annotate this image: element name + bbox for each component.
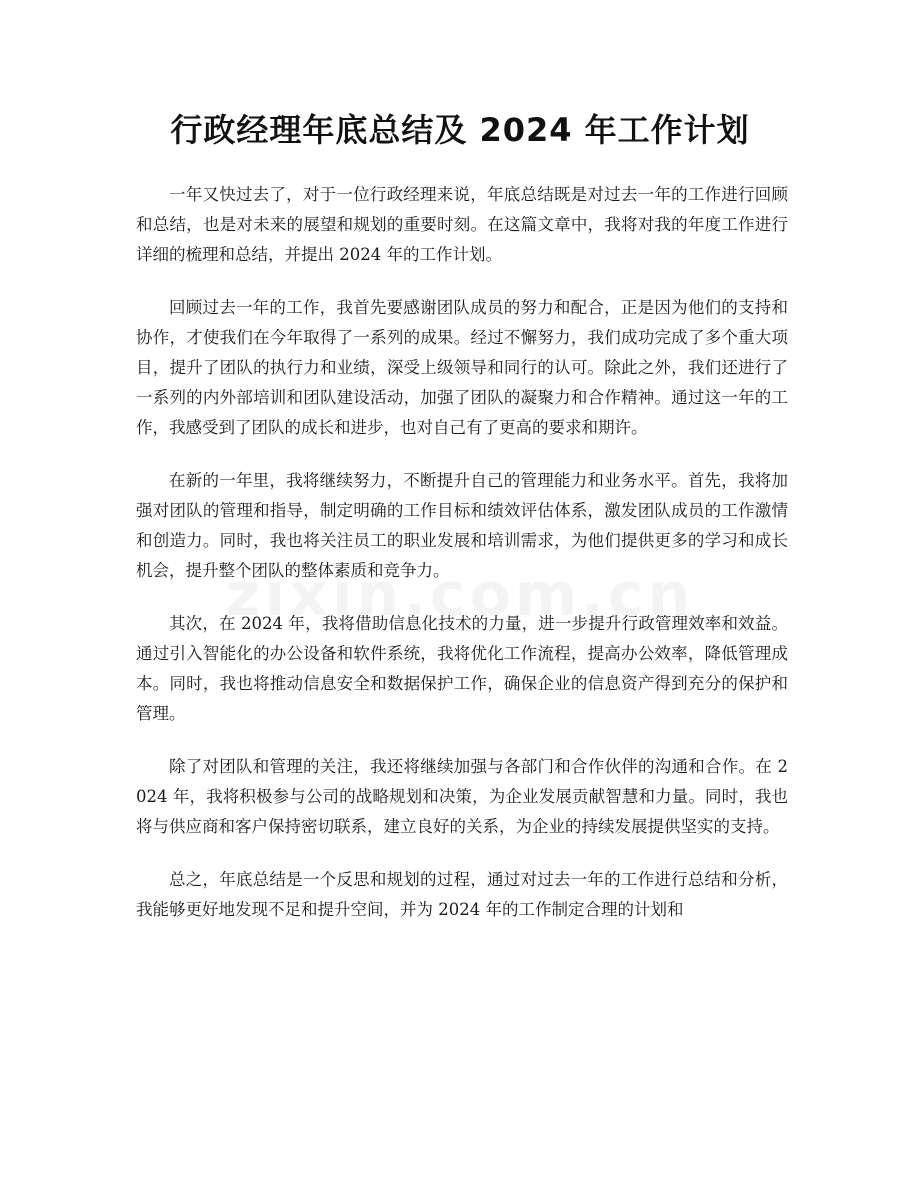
paragraph-intro: 一年又快过去了，对于一位行政经理来说，年底总结既是对过去一年的工作进行回顾和总结，也是对未来的展望和规划的重要时刻。在这篇文章中，我将对我的年度工作进行详细的梳理和总结，并提出 2024 年的工作计划。 bbox=[136, 185, 788, 264]
paragraph-new-year-plan: 在新的一年里，我将继续努力，不断提升自己的管理能力和业务水平。首先，我将加强对团队的管理和指导，制定明确的工作目标和绩效评估体系，激发团队成员的工作激情和创造力。同时，我也将关注员工的职业发展和培训需求，为他们提供更多的学习和成长机会，提升整个团队的整体素质和竞争力。 bbox=[136, 471, 788, 580]
paragraph-review: 回顾过去一年的工作，我首先要感谢团队成员的努力和配合，正是因为他们的支持和协作，才使我们在今年取得了一系列的成果。经过不懈努力，我们成功完成了多个重大项目，提升了团队的执行力和业绩，深受上级领导和同行的认可。除此之外，我们还进行了一系列的内外部培训和团队建设活动，加强了团队的凝聚力和合作精神。通过这一年的工作，我感受到了团队的成长和进步，也对自己有了更高的要求和期许。 bbox=[136, 298, 788, 437]
paragraph-conclusion: 总之，年底总结是一个反思和规划的过程，通过对过去一年的工作进行总结和分析，我能够更好地发现不足和提升空间，并为 2024 年的工作制定合理的计划和 bbox=[136, 870, 788, 919]
paragraph-informatization: 其次，在 2024 年，我将借助信息化技术的力量，进一步提升行政管理效率和效益。通过引入智能化的办公设备和软件系统，我将优化工作流程，提高办公效率，降低管理成本。同时，我也将推动信息安全和数据保护工作，确保企业的信息资产得到充分的保护和管理。 bbox=[136, 614, 788, 723]
paragraph-communication: 除了对团队和管理的关注，我还将继续加强与各部门和合作伙伴的沟通和合作。在 2024 年，我将积极参与公司的战略规划和决策，为企业发展贡献智慧和力量。同时，我也将与供应商和客户保持密切联系，建立良好的关系，为企业的持续发展提供坚实的支持。 bbox=[136, 757, 788, 836]
document-body bbox=[136, 180, 788, 948]
document-title: 行政经理年底总结及 2024 年工作计划 bbox=[170, 111, 750, 149]
